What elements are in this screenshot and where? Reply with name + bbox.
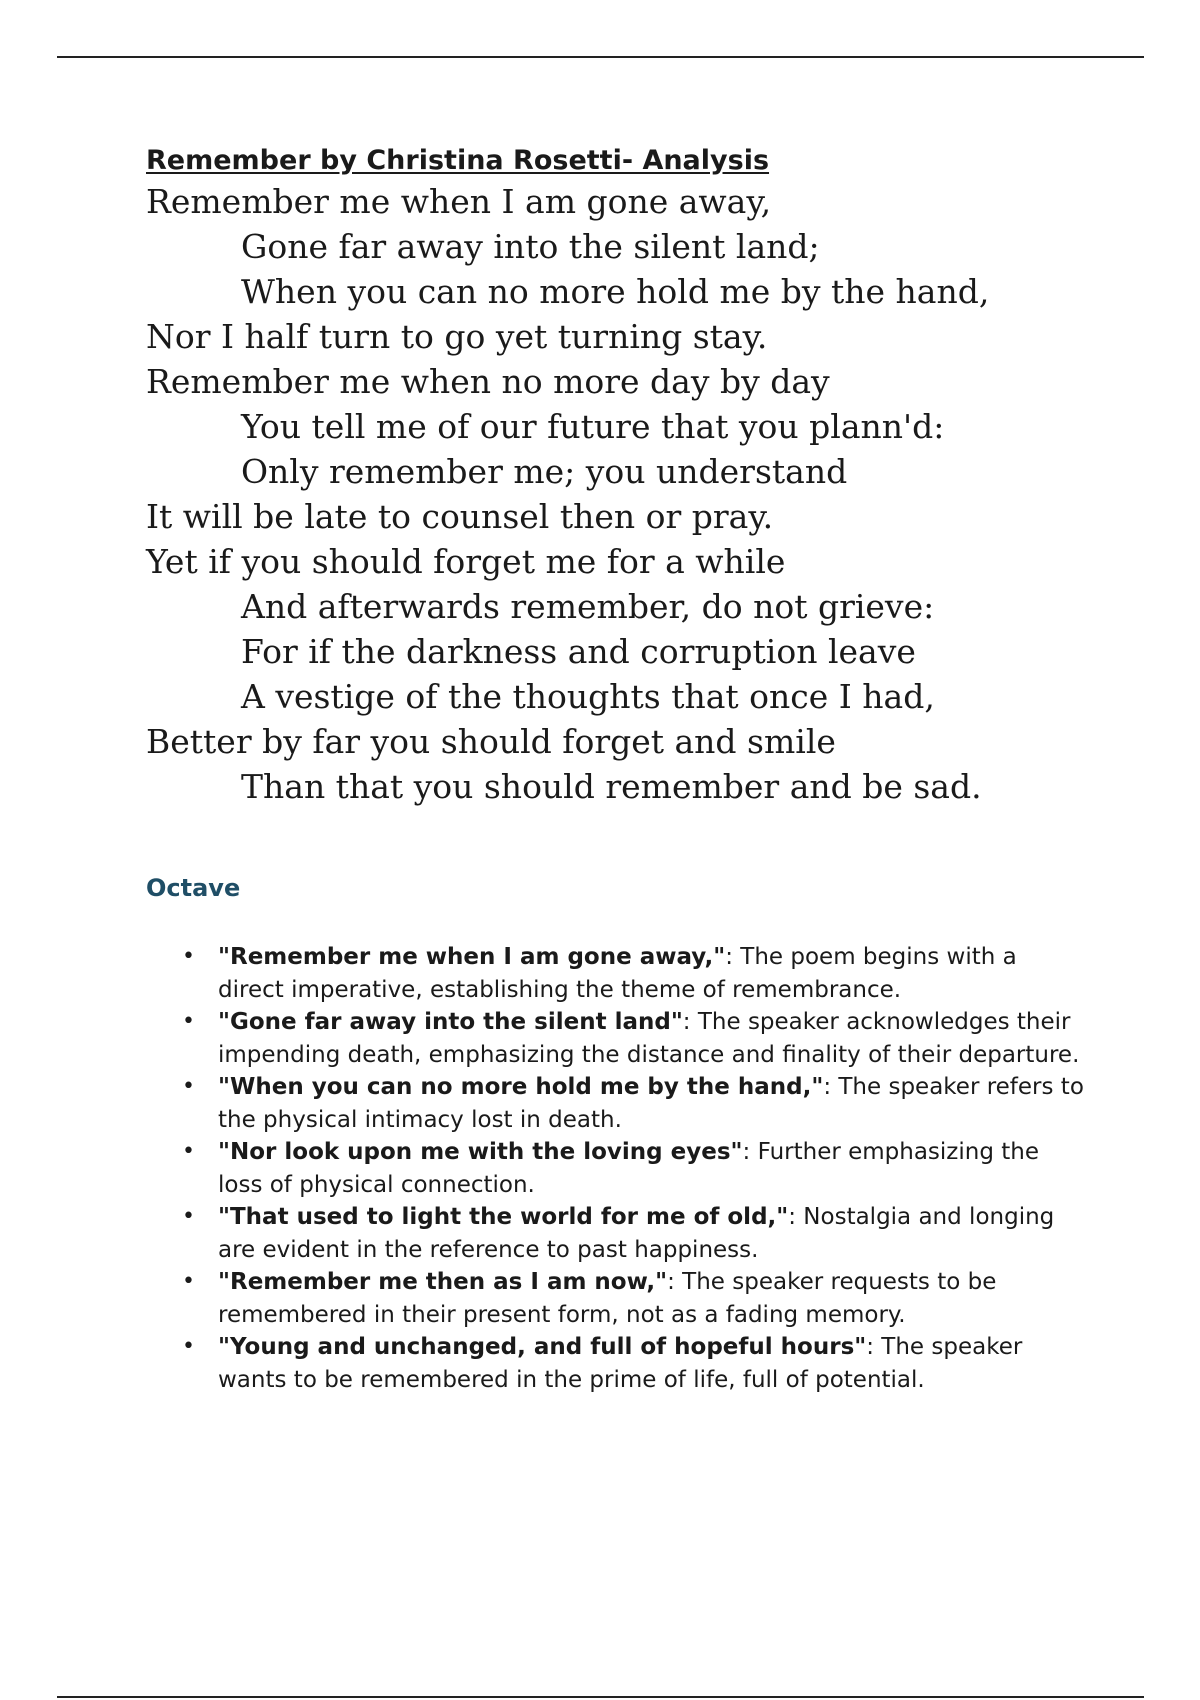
poem-line: Better by far you should forget and smile xyxy=(146,722,836,761)
analysis-item xyxy=(146,1071,1106,1136)
top-rule xyxy=(57,56,1144,58)
analysis-quote: "Young and unchanged, and full of hopeful hours" xyxy=(218,1334,867,1360)
analysis-comment: : The speaker wants to be remembered in the prime of life, full of potential. xyxy=(218,1334,1023,1393)
poem-line: You tell me of our future that you plann'd: xyxy=(241,407,945,446)
analysis-quote: "Gone far away into the silent land" xyxy=(218,1009,683,1035)
document-body xyxy=(146,143,1106,1396)
analysis-item xyxy=(146,1136,1106,1201)
analysis-quote: "Remember me then as I am now," xyxy=(218,1269,668,1295)
analysis-quote: "That used to light the world for me of old," xyxy=(218,1204,789,1230)
bullet-icon: • xyxy=(182,1139,195,1164)
bullet-icon: • xyxy=(182,944,195,969)
poem-line: And afterwards remember, do not grieve: xyxy=(241,587,935,626)
bullet-icon: • xyxy=(182,1269,195,1294)
poem-line: Remember me when no more day by day xyxy=(146,362,830,401)
poem-line: Nor I half turn to go yet turning stay. xyxy=(146,317,768,356)
bullet-icon: • xyxy=(182,1204,195,1229)
poem-line: Remember me when I am gone away, xyxy=(146,182,772,221)
bullet-icon: • xyxy=(182,1074,195,1099)
poem-line: When you can no more hold me by the hand, xyxy=(241,272,990,311)
poem-line: A vestige of the thoughts that once I had, xyxy=(241,677,935,716)
document-title: Remember by Christina Rosetti- Analysis xyxy=(146,145,770,176)
section-heading-octave: Octave xyxy=(146,874,241,902)
analysis-comment: : The speaker refers to the physical intimacy lost in death. xyxy=(218,1074,1084,1133)
analysis-comment: : The speaker requests to be remembered in their present form, not as a fading memory. xyxy=(218,1269,997,1328)
bullet-icon: • xyxy=(182,1009,195,1034)
analysis-comment: : Nostalgia and longing are evident in the reference to past happiness. xyxy=(218,1204,1055,1263)
poem-line: Yet if you should forget me for a while xyxy=(146,542,786,581)
poem-line: It will be late to counsel then or pray. xyxy=(146,497,774,536)
poem-line: Only remember me; you understand xyxy=(241,452,848,491)
analysis-quote: "Nor look upon me with the loving eyes" xyxy=(218,1139,743,1165)
analysis-comment: : Further emphasizing the loss of physical connection. xyxy=(218,1139,1040,1198)
analysis-quote: "When you can no more hold me by the hand," xyxy=(218,1074,824,1100)
analysis-quote: "Remember me when I am gone away," xyxy=(218,944,726,970)
poem-line: Than that you should remember and be sad. xyxy=(241,767,982,806)
poem-line: Gone far away into the silent land; xyxy=(241,227,820,266)
analysis-comment: : The poem begins with a direct imperative, establishing the theme of remembrance. xyxy=(218,944,1017,1003)
bullet-icon: • xyxy=(182,1334,195,1359)
analysis-item xyxy=(146,1266,1106,1331)
bottom-rule xyxy=(57,1696,1144,1698)
analysis-item xyxy=(146,1006,1106,1071)
analysis-item xyxy=(146,941,1106,1006)
poem-line: For if the darkness and corruption leave xyxy=(241,632,916,671)
poem xyxy=(146,179,1106,809)
analysis-comment: : The speaker acknowledges their impending death, emphasizing the distance and finality of their departure. xyxy=(218,1009,1080,1068)
analysis-item xyxy=(146,1331,1106,1396)
analysis-item xyxy=(146,1201,1106,1266)
analysis-list xyxy=(146,941,1106,1396)
